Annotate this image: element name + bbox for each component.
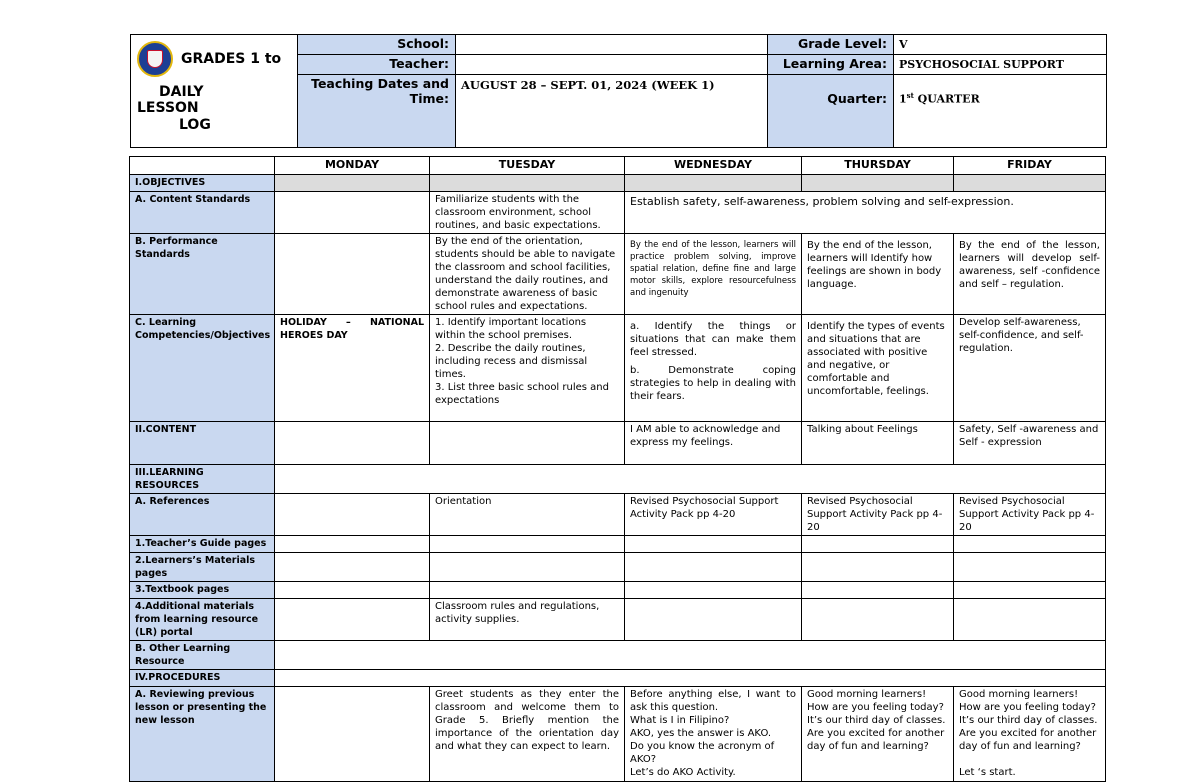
learners-materials-label: 2.Learners’s Materials pages xyxy=(130,553,275,582)
day-wednesday: WEDNESDAY xyxy=(625,157,802,175)
reviewing-friday xyxy=(954,687,1106,782)
reviewing-line: Before anything else, I want to ask this question. xyxy=(630,689,796,713)
reviewing-line: Good morning learners! How are you feeling today? xyxy=(807,689,944,713)
content-standards-tuesday: Familiarize students with the classroom environment, school routines, and basic expectations. xyxy=(430,192,625,234)
learning-resources-label: III.LEARNING RESOURCES xyxy=(130,465,275,494)
grade-level-value: V xyxy=(894,35,1107,55)
teacher-value xyxy=(456,55,768,75)
reviewing-tuesday: Greet students as they enter the classroom and welcome them to Grade 5. Briefly mention the importance of the orientation day and what they can expect to learn. xyxy=(430,687,625,782)
additional-materials-label: 4.Additional materials from learning resource (LR) portal xyxy=(130,599,275,641)
quarter-value: 1st QUARTER xyxy=(894,75,1107,148)
reviewing-line: AKO, yes the answer is AKO. xyxy=(630,728,772,739)
title-line4: LOG xyxy=(179,117,211,133)
competencies-row xyxy=(130,315,1106,422)
performance-standards-thursday: By the end of the lesson, learners will Identify how feelings are shown in body language. xyxy=(802,234,954,315)
day-thursday: THURSDAY xyxy=(802,157,954,175)
performance-standards-wednesday: By the end of the lesson, learners will practice problem solving, improve spatial relation, define fine and large motor skills, explore resourcefulness and ingenuity xyxy=(625,234,802,315)
competency-item: a. Identify the things or situations that can make them feel stressed. xyxy=(630,321,796,358)
objectives-row xyxy=(130,175,1106,192)
reviewing-line: It’s our third day of classes. Are you excited for another day of fun and learning? xyxy=(959,715,1098,752)
competencies-wednesday xyxy=(625,315,802,422)
day-header-row xyxy=(130,157,1106,175)
procedures-row xyxy=(130,670,1106,687)
school-value xyxy=(456,35,768,55)
performance-standards-label: B. Performance Standards xyxy=(130,234,275,315)
teaching-dates-label: Teaching Dates and Time: xyxy=(298,75,456,148)
competencies-tuesday xyxy=(430,315,625,422)
other-resource-label: B. Other Learning Resource xyxy=(130,641,275,670)
other-resource-row xyxy=(130,641,1106,670)
references-friday: Revised Psychosocial Support Activity Pack pp 4-20 xyxy=(954,494,1106,536)
teaching-dates-value: AUGUST 28 – SEPT. 01, 2024 (WEEK 1) xyxy=(456,75,768,148)
content-thursday: Talking about Feelings xyxy=(802,422,954,465)
day-tuesday: TUESDAY xyxy=(430,157,625,175)
learning-resources-row xyxy=(130,465,1106,494)
reviewing-line: It’s our third day of classes. Are you excited for another day of fun and learning? xyxy=(807,715,946,752)
objectives-label: I.OBJECTIVES xyxy=(130,175,275,192)
reviewing-line: Good morning learners! How are you feeling today? xyxy=(959,689,1096,713)
teachers-guide-row xyxy=(130,536,1106,553)
performance-standards-friday: By the end of the lesson, learners will develop self-awareness, self -confidence and self – regulation. xyxy=(954,234,1106,315)
competencies-thursday: Identify the types of events and situations that are associated with positive and negative, or comfortable and uncomfortable, feelings. xyxy=(802,315,954,422)
reviewing-row xyxy=(130,687,1106,782)
references-tuesday: Orientation xyxy=(430,494,625,536)
content-standards-row xyxy=(130,192,1106,234)
school-label: School: xyxy=(298,35,456,55)
content-standards-label: A. Content Standards xyxy=(130,192,275,234)
lesson-log-table xyxy=(129,156,1106,782)
content-friday: Safety, Self -awareness and Self - expression xyxy=(954,422,1106,465)
competency-item: 3. List three basic school rules and expectations xyxy=(435,382,609,406)
reviewing-line: Let’s do AKO Activity. xyxy=(630,767,736,778)
day-monday: MONDAY xyxy=(275,157,430,175)
title-line1: GRADES 1 to xyxy=(181,51,282,67)
references-row xyxy=(130,494,1106,536)
title-line2: DAILY xyxy=(159,84,204,100)
reviewing-thursday xyxy=(802,687,954,782)
grade-level-label: Grade Level: xyxy=(768,35,894,55)
learning-area-value: PSYCHOSOCIAL SUPPORT xyxy=(894,55,1107,75)
reviewing-line: What is I in Filipino? xyxy=(630,715,730,726)
content-standards-wed-fri: Establish safety, self-awareness, problem solving and self-expression. xyxy=(625,192,1106,234)
reviewing-line: Do you know the acronym of AKO? xyxy=(630,741,775,765)
reviewing-label: A. Reviewing previous lesson or presenting the new lesson xyxy=(130,687,275,782)
deped-seal-icon xyxy=(137,41,173,77)
reviewing-wednesday xyxy=(625,687,802,782)
content-wednesday: I AM able to acknowledge and express my feelings. xyxy=(625,422,802,465)
competency-item: 1. Identify important locations within the school premises. xyxy=(435,317,587,341)
references-wednesday: Revised Psychosocial Support Activity Pack pp 4-20 xyxy=(625,494,802,536)
procedures-label: IV.PROCEDURES xyxy=(130,670,275,687)
references-thursday: Revised Psychosocial Support Activity Pack pp 4-20 xyxy=(802,494,954,536)
content-row xyxy=(130,422,1106,465)
reviewing-line: Let ‘s start. xyxy=(959,767,1016,778)
day-friday: FRIDAY xyxy=(954,157,1106,175)
performance-standards-row xyxy=(130,234,1106,315)
quarter-label: Quarter: xyxy=(768,75,894,148)
header-table xyxy=(130,34,1107,148)
competency-item: 2. Describe the daily routines, including recess and dismissal times. xyxy=(435,343,588,380)
textbook-label: 3.Textbook pages xyxy=(130,582,275,599)
competencies-friday: Develop self-awareness, self-confidence, and self-regulation. xyxy=(954,315,1106,422)
textbook-row xyxy=(130,582,1106,599)
additional-materials-row xyxy=(130,599,1106,641)
title-line3: LESSON xyxy=(137,100,199,116)
competencies-label: C. Learning Competencies/Objectives xyxy=(130,315,275,422)
teachers-guide-label: 1.Teacher’s Guide pages xyxy=(130,536,275,553)
competency-item: b. Demonstrate coping strategies to help in dealing with their fears. xyxy=(630,365,796,402)
corner-cell xyxy=(130,157,275,175)
learning-area-label: Learning Area: xyxy=(768,55,894,75)
content-label: II.CONTENT xyxy=(130,422,275,465)
additional-materials-tuesday: Classroom rules and regulations, activity supplies. xyxy=(430,599,625,641)
learners-materials-row xyxy=(130,553,1106,582)
references-label: A. References xyxy=(130,494,275,536)
competencies-monday: HOLIDAY – NATIONAL HEROES DAY xyxy=(275,315,430,422)
performance-standards-tuesday: By the end of the orientation, students should be able to navigate the classroom and school facilities, understand the daily routines, and demonstrate awareness of basic school rules and expectations. xyxy=(430,234,625,315)
title-block xyxy=(131,35,298,148)
teacher-label: Teacher: xyxy=(298,55,456,75)
